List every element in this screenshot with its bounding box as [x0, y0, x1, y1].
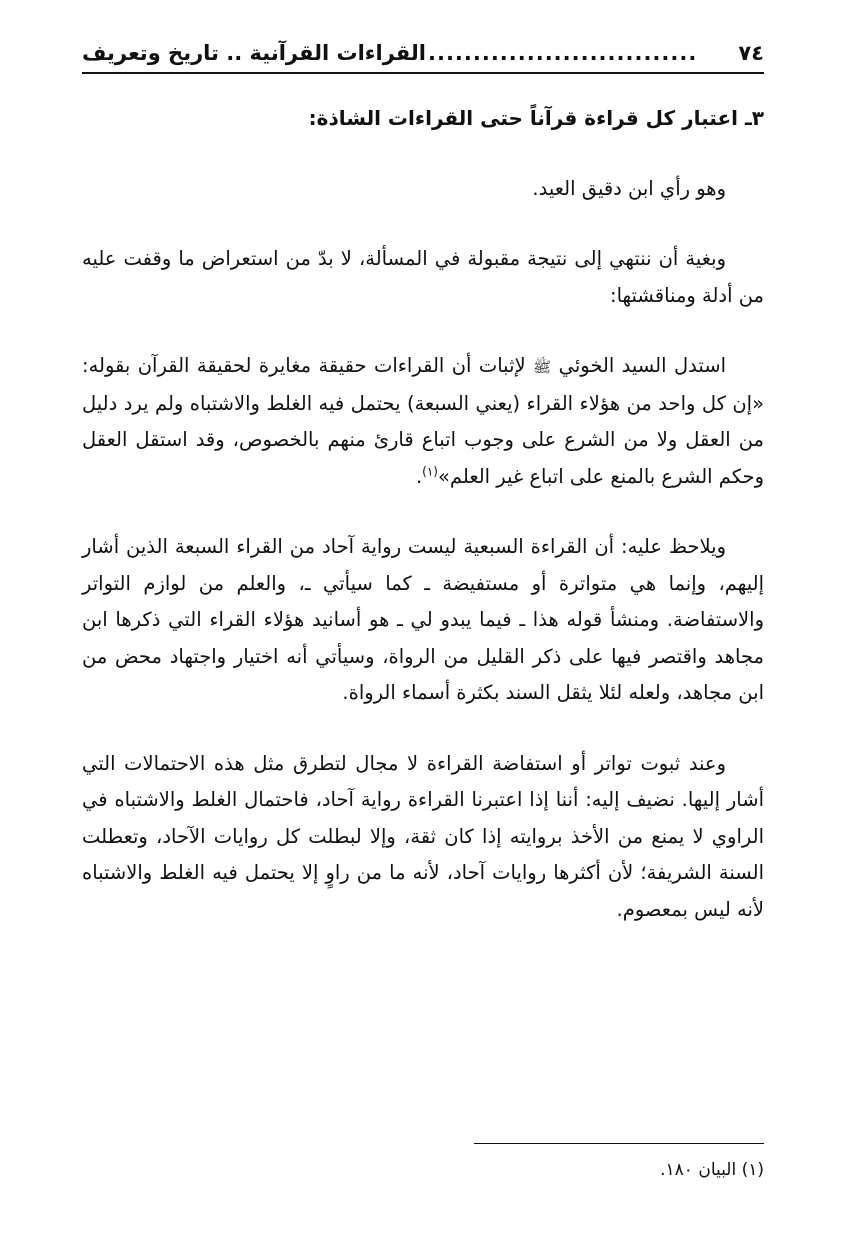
page-number: ٧٤: [738, 41, 764, 65]
page-header: [82, 30, 764, 74]
header-leader-dots: ..............................: [427, 41, 698, 65]
body-text: [82, 100, 764, 962]
running-title: القراءات القرآنية .. تاريخ وتعريف: [82, 41, 426, 65]
section-heading: ٣ـ اعتبار كل قراءة قرآناً حتى القراءات الشاذة:: [308, 106, 764, 130]
paragraph-5: وعند ثبوت تواتر أو استفاضة القراءة لا مجال لتطرق مثل هذه الاحتمالات التي أشار إليها. نضيف إليه: أننا إذا اعتبرنا القراءة رواية آحاد، فاحتمال الغلط والاشتباه في الراوي لا يمنع من الأخذ بروايته إذا كان ثقة، وإلا لبطلت كل روايات الآحاد، وتعطلت السنة الشريفة؛ لأن أكثرها روايات آحاد، لأنه ما من راوٍ إلا يحتمل فيه الغلط والاشتباه لأنه ليس بمعصوم.: [82, 751, 764, 921]
paragraph-3: [82, 348, 764, 495]
paragraph-1: وهو رأي ابن دقيق العيد.: [532, 176, 726, 200]
footnote: (١) البيان ١٨٠.: [660, 1160, 764, 1180]
paragraph-4: ويلاحظ عليه: أن القراءة السبعية ليست رواية آحاد من القراء السبعة الذين أشار إليهم، وإنما هي متواترة أو مستفيضة ـ كما سيأتي ـ، والعلم من لوازم التواتر والاستفاضة. ومنشأ قوله هذا ـ فيما يبدو لي ـ هو أسانيد هؤلاء القراء التي ذكرها ابن مجاهد واقتصر فيها على ذكر القليل من الرواة، وسيأتي أنه اختيار واجتهاد محض من ابن مجاهد، ولعله لئلا يثقل السند بكثرة أسماء الرواة.: [82, 535, 764, 704]
paragraph-3-end: .: [415, 464, 423, 488]
paragraph-3-quote: لإثبات أن القراءات حقيقة مغايرة لحقيقة القرآن بقوله: «إن كل واحد من هؤلاء القراء (يعني السبعة) يحتمل فيه الغلط والاشتباه ولم يرد دليل من العقل ولا من الشرع على وجوب اتباع قارئ منهم بالخصوص، وقد استقل العقل وحكم الشرع بالمنع على اتباع غير العلم»: [82, 354, 764, 488]
paragraph-3-start: استدل السيد الخوئي: [558, 354, 726, 377]
honorific-symbol: ﷺ: [533, 358, 552, 376]
paragraph-2: وبغية أن ننتهي إلى نتيجة مقبولة في المسألة، لا بدّ من استعراض ما وقفت عليه من أدلة ومناقشتها:: [82, 247, 764, 307]
footnote-divider: [474, 1143, 764, 1144]
footnote-reference: (١): [422, 464, 438, 478]
